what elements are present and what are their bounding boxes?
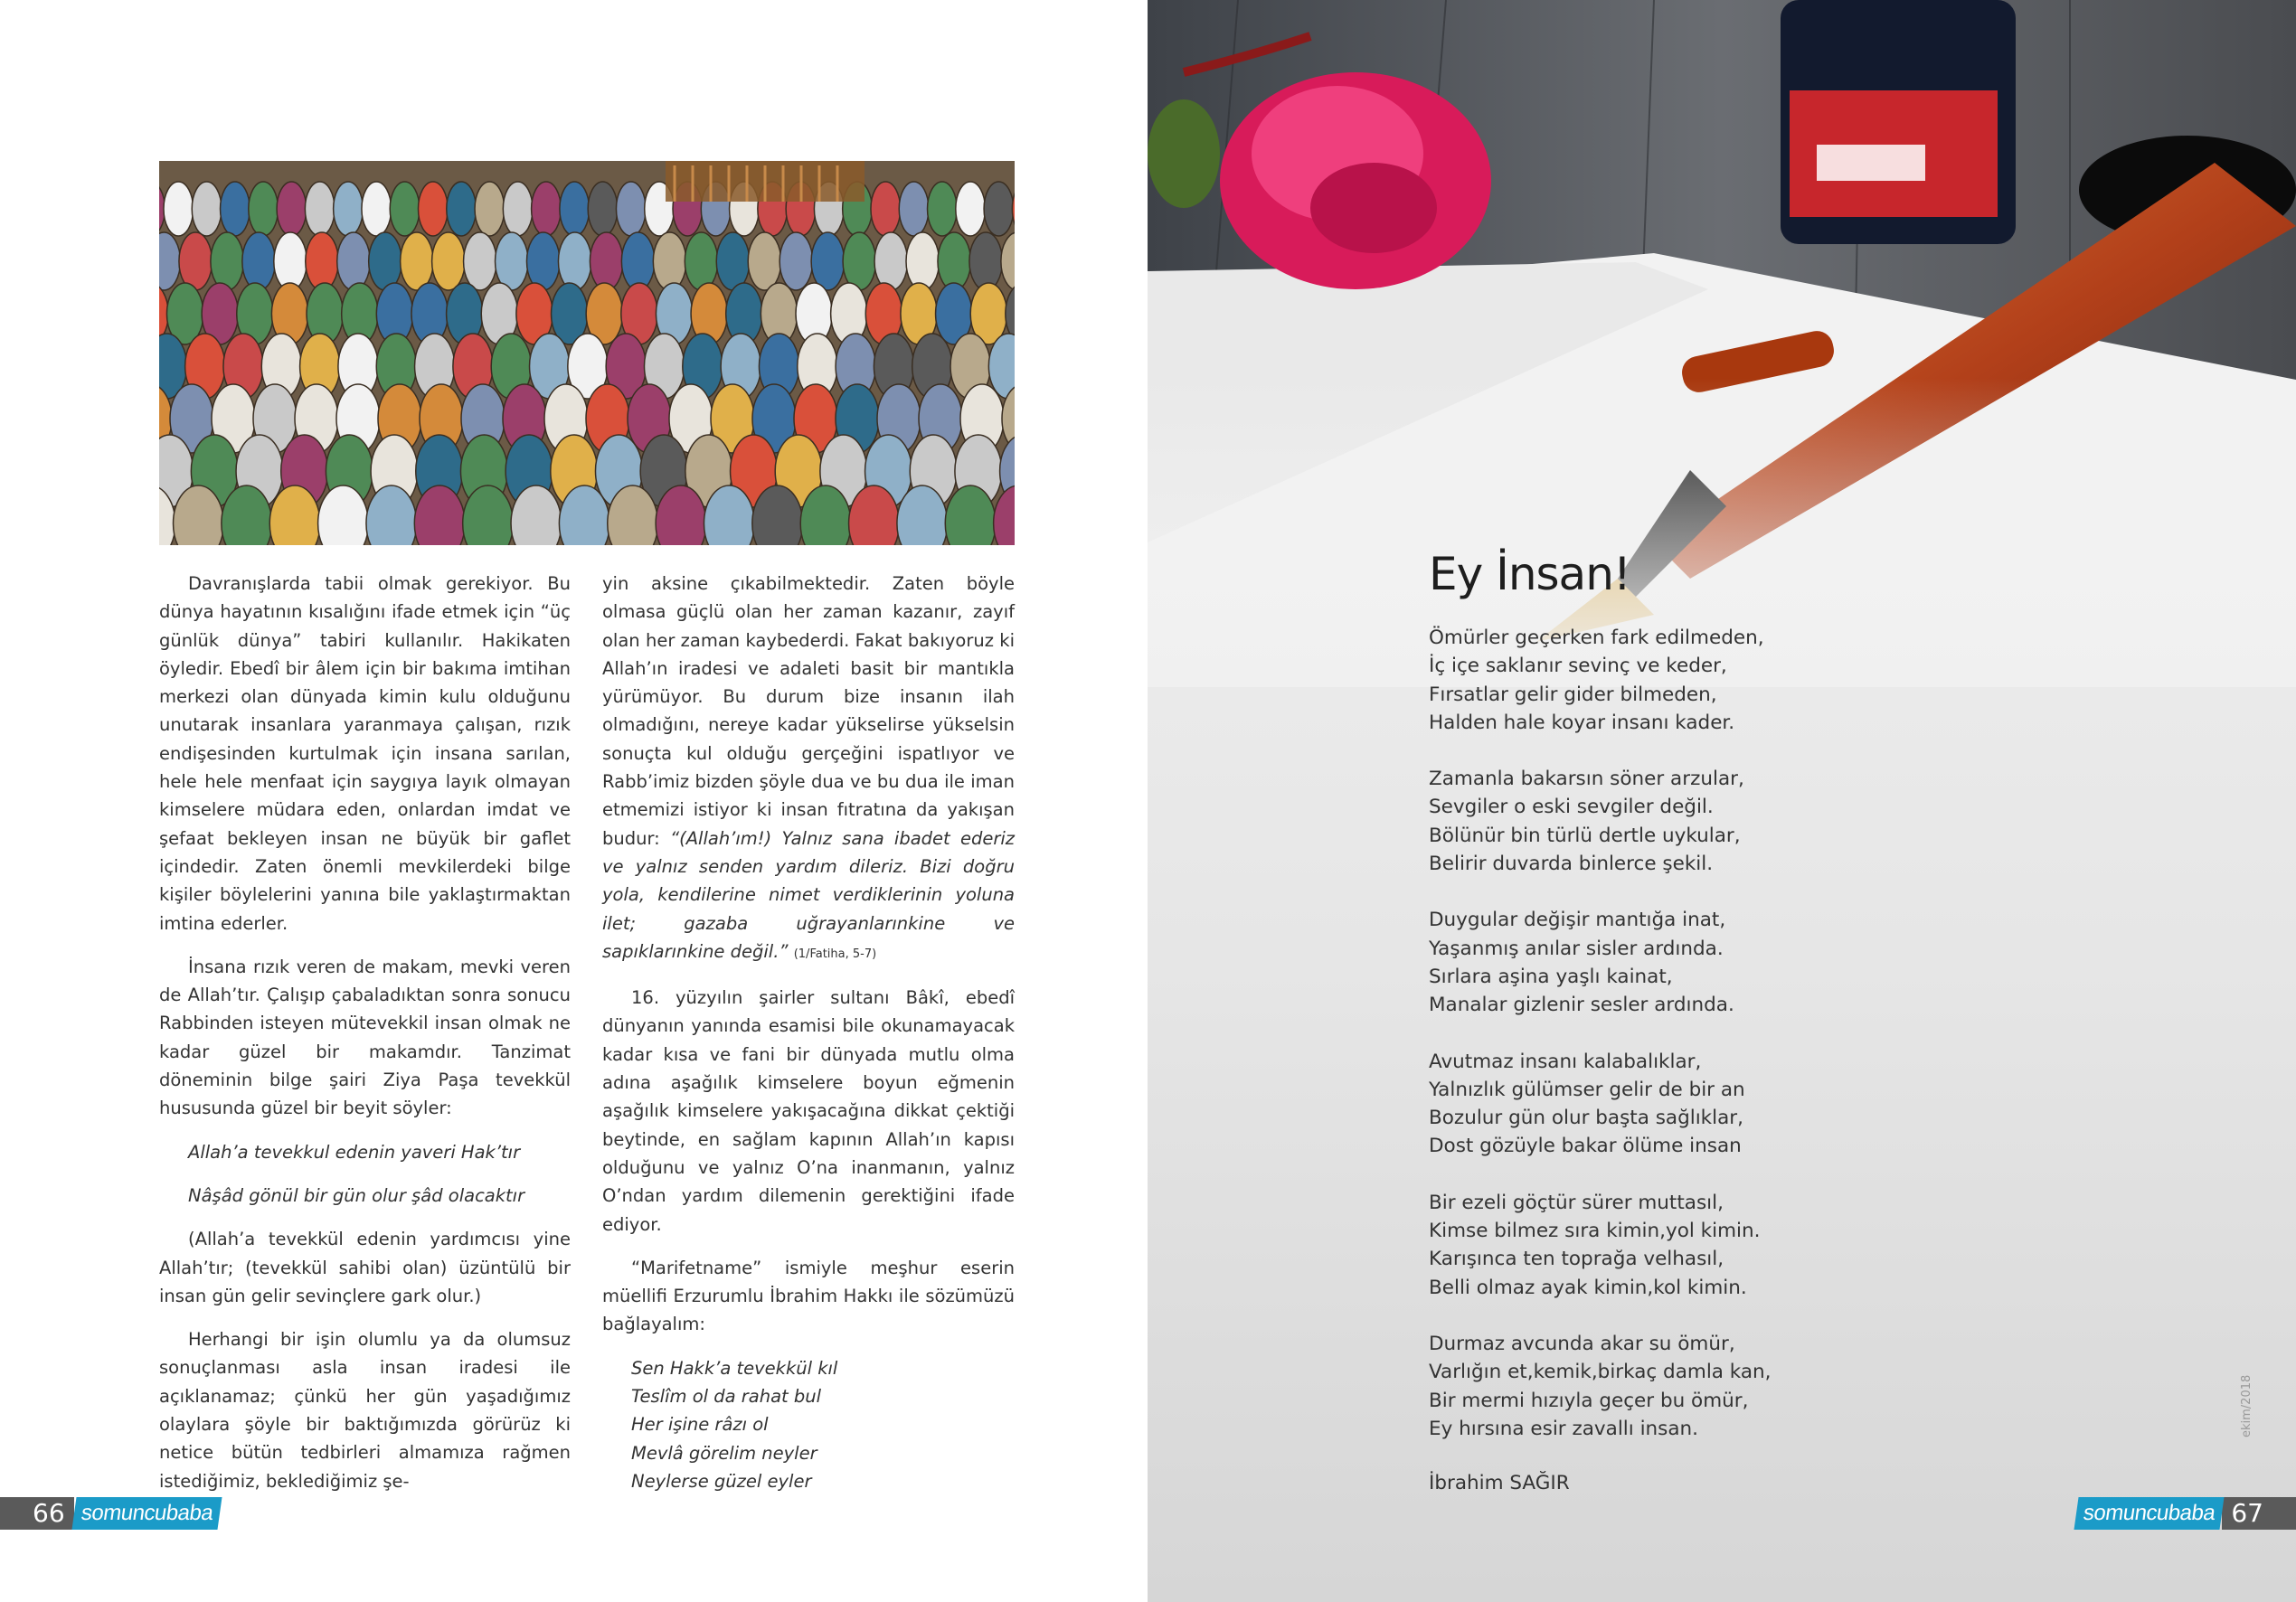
worshipper-figure [369, 232, 402, 290]
poem-line: Ömürler geçerken fark edilmeden, [1429, 627, 1764, 649]
verse-line: Nâşâd gönül bir gün olur şâd olacaktır [188, 1184, 525, 1206]
stanza [1429, 1048, 1935, 1161]
worshipper-figure [899, 182, 929, 236]
worshipper-figure [532, 182, 562, 236]
folio-right [2076, 1497, 2296, 1530]
worshipper-figure [588, 182, 618, 236]
worshipper-figure [401, 232, 433, 290]
worshipper-figure [305, 182, 335, 236]
worshipper-figure [418, 182, 448, 236]
worshipper-figure [969, 232, 1002, 290]
poem-line: Bir mermi hızıyla geçer bu ömür, [1429, 1389, 1749, 1412]
paragraph: (Allah’a tevekkül edenin yardımcısı yine Allah’tır; (tevekkül sahibi olan) üzüntülü bir insan gün gelir sevinçlere gark olur.) [159, 1229, 571, 1306]
worshipper-figure [475, 182, 505, 236]
verse-line: Sen Hakk’a tevekkül kıl [631, 1357, 838, 1379]
worshipper-figure [277, 182, 307, 236]
worshipper-figure [956, 182, 986, 236]
paragraph: Davranışlarda tabii olmak gerekiyor. Bu dünya hayatının kısalığını ifade etmek için “üç günlük dünya” tabiri kullanılır. Hakikaten öyledir. Ebedî bir âlem için bir bakıma imtihan merkezi olan dünyada kimin kulu olduğunu unutarak insanlara yaranmaya çalışan, rızık endişesinden kurtulmak için insana sarılan, hele hele menfaat için saygıya layık olmayan kimselere müdara eden, onlardan imdat ve şefaat bekleyen insan ne büyük bir gaflet içindedir. Zaten önemli mevkilerdeki bilge kişiler böylelerini yanına bile yaklaştırmaktan imtina ederler. [159, 573, 571, 934]
poem-line: Yaşanmış anılar sisler ardında. [1429, 937, 1724, 960]
text-column-2 [602, 570, 1015, 1495]
quote-reference: (1/Fatiha, 5-7) [793, 947, 877, 961]
worshipper-figure [874, 232, 907, 290]
poem-line: Zamanla bakarsın söner arzular, [1429, 768, 1744, 791]
poem-line: Manalar gizlenir sesler ardında. [1429, 994, 1734, 1017]
poem-author: İbrahim SAĞIR [1429, 1472, 1570, 1494]
worshipper-figure [843, 232, 875, 290]
worshipper-figure [871, 182, 901, 236]
poem-line: Belirir duvarda binlerce şekil. [1429, 853, 1714, 876]
worshipper-figure [616, 182, 646, 236]
worshipper-figure [164, 182, 194, 236]
worshipper-figure [906, 232, 939, 290]
worshipper-figure [306, 232, 338, 290]
worshipper-figure [685, 232, 717, 290]
poem-line: Sırlara aşina yaşlı kainat, [1429, 965, 1673, 988]
worshipper-figure [242, 232, 275, 290]
paragraph [602, 570, 1015, 968]
worshipper-figure [337, 232, 370, 290]
paragraph: 16. yüzyılın şairler sultanı Bâkî, ebedî dünyanın yanında esamisi bile okunamayacak kadar kısa ve fani bir dünyada mutlu olma adına aşağılık kimselere boyun eğmenin aşağılık kimselere yakışacağına dikkat çektiği beytinde, en sağlam kapının Allah’ın kapısı olduğunu ve yalnız O’na inanmanın, yalnız O’ndan yardım dilemenin gerektiğini ifade ediyor. [602, 987, 1015, 1235]
worshipper-figure [447, 182, 477, 236]
poem-line: Fırsatlar gelir gider bilmeden, [1429, 683, 1717, 706]
worshipper-figure [334, 182, 364, 236]
worshipper-figure [249, 182, 279, 236]
poem-line: Ey hırsına esir zavallı insan. [1429, 1417, 1699, 1440]
prayer-photo [159, 161, 1015, 545]
poem-body [1429, 624, 1935, 1471]
poem-line: Bir ezeli göçtür sürer muttasıl, [1429, 1191, 1724, 1214]
worshipper-figure [780, 232, 812, 290]
paragraph: İnsana rızık veren de makam, mevki veren de Allah’tır. Çalışıp çabaladıktan sonra sonucu Rabbinden isteyen mütevekkil insan olmak ne kadar güzel bir makamdır. Tanzimat döneminin bilge şairi Ziya Paşa tevekkül hususunda güzel bir beyit söyler: [159, 956, 571, 1119]
paragraph: Herhangi bir işin olumlu ya da olumsuz sonuçlanması asla insan iradesi ile açıklanamaz; çünkü her gün yaşadığımız olaylara şöyle bir baktığımızda görürüz ki netice bütün tedbirleri almamıza rağmen istediğimiz, beklediğimiz şe- [159, 1329, 571, 1492]
verse-block [602, 1354, 1015, 1495]
poem-line: Bölünür bin türlü dertle uykular, [1429, 824, 1741, 847]
brand-logo: somuncubaba [2074, 1497, 2225, 1530]
worshipper-figure [928, 182, 958, 236]
worshipper-figure [221, 182, 250, 236]
worshipper-figure [464, 232, 496, 290]
worshipper-figure [362, 182, 392, 236]
poem-line: Varlığın et,kemik,birkaç damla kan, [1429, 1361, 1772, 1384]
poem-line: Sevgiler o eski sevgiler değil. [1429, 796, 1714, 819]
quran-quote: “(Allah’ım!) Yalnız sana ibadet ederiz ve yalnız senden yardım dileriz. Bizi doğru yola, kendilerine nimet verdiklerinin yoluna ilet; gazaba uğrayanlarınkine ve sapıklarınkine değil.” [602, 827, 1015, 962]
poem-line: Durmaz avcunda akar su ömür, [1429, 1332, 1735, 1355]
stanza [1429, 1189, 1935, 1302]
brand-logo: somuncubaba [71, 1497, 222, 1530]
poem-line: Dost gözüyle bakar ölüme insan [1429, 1135, 1742, 1158]
worshipper-figure [590, 232, 622, 290]
verse-line: Neylerse güzel eyler [631, 1470, 812, 1492]
page-number: 67 [2222, 1497, 2296, 1530]
worshipper-figure [811, 232, 844, 290]
verse-line: Mevlâ görelim neyler [631, 1442, 817, 1464]
paragraph: “Marifetname” ismiyle meşhur eserin müellifi Erzurumlu İbrahim Hakkı ile sözümüzü bağlayalım: [602, 1257, 1015, 1335]
worshipper-figure [390, 182, 420, 236]
verse-line: Teslîm ol da rahat bul [631, 1386, 822, 1408]
paragraph-text: yin aksine çıkabilmektedir. Zaten böyle olmasa güçlü olan her zaman kazanır, zayıf olan her zaman kaybederdi. Fakat bakıyoruz ki Allah’ın iradesi ve adaleti basit bir mantıkla yürümüyor. Bu durum bize insanın ilah olmadığını, nereye kadar yükselirse yükselsin sonuçta kul olduğu gerçeğini ispatlıyor ve Rabb’imiz bizden şöyle dua ve bu dua ile iman etmemizi istiyor ki insan fıtratına da yakışan budur: [602, 573, 1015, 849]
pen-ink-rose-photo [1148, 0, 2296, 687]
worshipper-figure [179, 232, 212, 290]
right-page [1148, 0, 2296, 1602]
poem-line: Avutmaz insanı kalabalıklar, [1429, 1050, 1702, 1073]
page-number: 66 [0, 1497, 74, 1530]
worshipper-figure [496, 232, 528, 290]
stanza [1429, 1330, 1935, 1443]
poem-line: Halden hale koyar insanı kader. [1429, 711, 1735, 734]
verse-line: Her işine râzı ol [631, 1414, 769, 1436]
stanza [1429, 906, 1935, 1019]
worshipper-figure [526, 232, 559, 290]
poem-line: Yalnızlık gülümser gelir de bir an [1429, 1078, 1745, 1101]
text-column-1 [159, 570, 571, 1511]
folio-left [0, 1497, 220, 1530]
worshipper-figure [653, 232, 685, 290]
stanza [1429, 624, 1935, 737]
worshipper-figure [621, 232, 654, 290]
worshipper-figure [984, 182, 1014, 236]
worshipper-figure [192, 182, 222, 236]
issue-date: ekim/2018 [2240, 1374, 2253, 1437]
worshipper-figure [938, 232, 970, 290]
verse-line: Allah’a tevekkul edenin yaveri Hak’tır [188, 1141, 521, 1163]
worshipper-figure [503, 182, 533, 236]
worshipper-figure [274, 232, 307, 290]
worshipper-figure [748, 232, 780, 290]
poem-line: İç içe saklanır sevinç ve keder, [1429, 655, 1727, 678]
stanza [1429, 765, 1935, 878]
poem-line: Belli olmaz ayak kimin,kol kimin. [1429, 1276, 1747, 1299]
worshipper-figure [716, 232, 749, 290]
poem-line: Duygular değişir mantığa inat, [1429, 909, 1726, 932]
worshipper-figure [560, 182, 590, 236]
poem-line: Bozulur gün olur başta sağlıklar, [1429, 1107, 1743, 1130]
worshipper-figure [432, 232, 465, 290]
poem-line: Kimse bilmez sıra kimin,yol kimin. [1429, 1220, 1761, 1243]
worshipper-figure [211, 232, 243, 290]
poem-line: Karışınca ten toprağa velhasıl, [1429, 1248, 1724, 1271]
poem-title: Ey İnsan! [1429, 548, 1630, 600]
worshipper-figure [558, 232, 591, 290]
